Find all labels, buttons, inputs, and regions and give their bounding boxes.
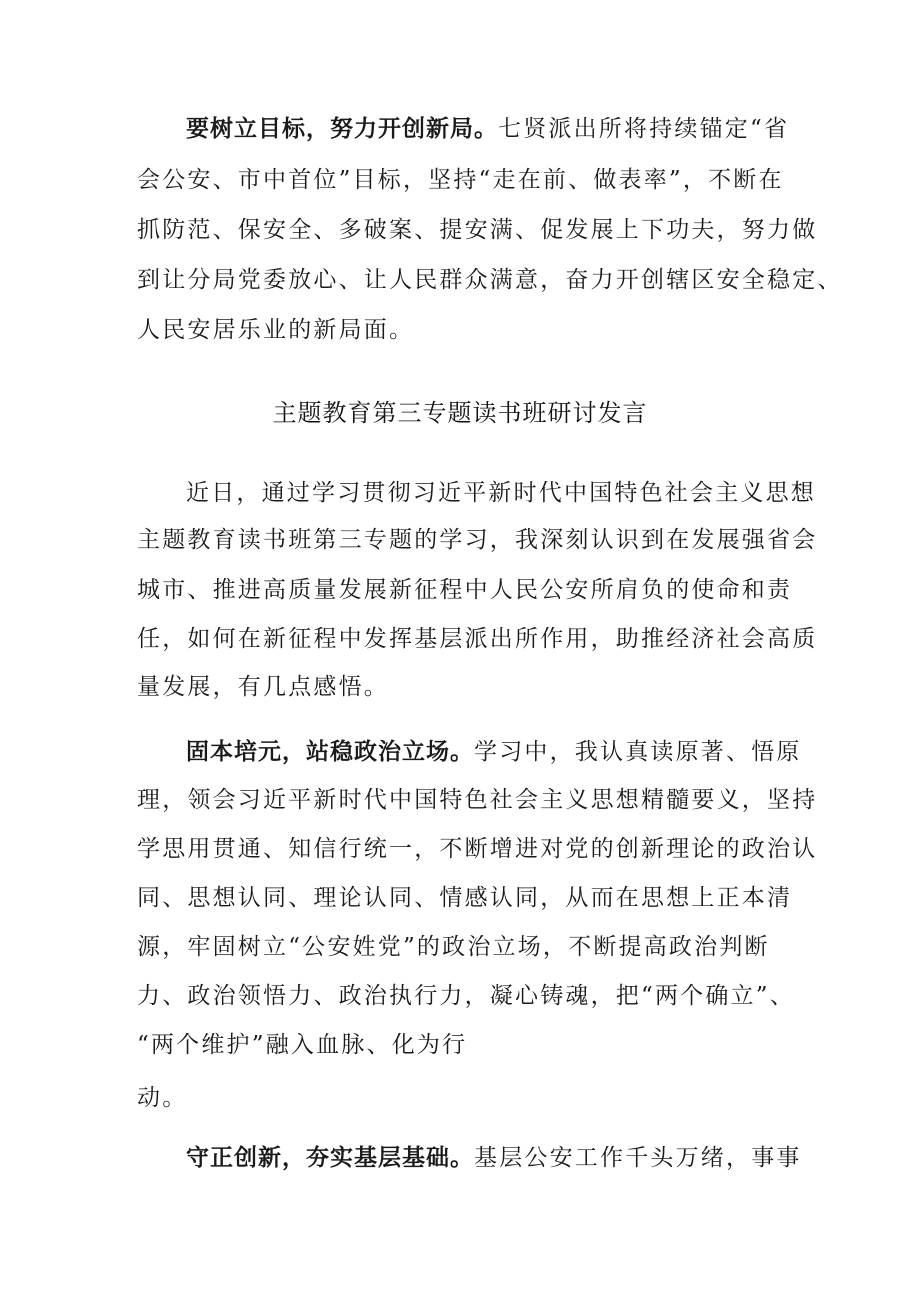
section1-first-line [186,114,789,144]
section2-line: 源，牢固树立“公安姓党”的政治立场，不断提高政治判断 [137,934,770,960]
intro-line: 任，如何在新征程中发挥基层派出所作用，助推经济社会高质 [137,626,818,652]
section3-lead: 守正创新，夯实基层基础。 [186,1145,474,1171]
intro-line: 主题教育读书班第三专题的学习，我深刻认识到在发展强省会 [137,527,818,553]
section1-line: 会公安、市中首位”目标，坚持“走在前、做表率”，不断在 [137,167,784,193]
section2-line: 力、政治领悟力、政治执行力，凝心铸魂，把“两个确立”、 [137,983,795,1009]
section1-line: 抓防范、保安全、多破案、提安满、促发展上下功夫，努力做 [137,217,818,243]
section2-line: 理，领会习近平新时代中国特色社会主义思想精髓要义，坚持 [137,787,818,813]
section1-line: 到让分局党委放心、让人民群众满意，奋力开创辖区安全稳定、 [137,267,843,293]
section2-line: 动。 [137,1085,188,1111]
section1-lead: 要树立目标，努力开创新局。 [186,116,498,142]
document-title: 主题教育第三专题读书班研讨发言 [272,399,648,427]
intro-line: 量发展，有几点感悟。 [137,674,389,700]
section1-line: 人民安居乐业的新局面。 [137,317,415,343]
intro-line: 城市、推进高质量发展新征程中人民公安所肩负的使命和责 [137,577,793,603]
section2-line: 学思用贯通、知信行统一，不断增进对党的创新理论的政治认 [137,836,818,862]
section2-first-line-text: 学习中，我认真读原著、悟原 [474,739,802,765]
section3-first-line [186,1143,802,1173]
section2-line: 同、思想认同、理论认同、情感认同，从而在思想上正本清 [137,885,793,911]
section2-lead: 固本培元，站稳政治立场。 [186,739,474,765]
section3-first-line-text: 基层公安工作千头万绪，事事 [474,1145,802,1171]
section2-line: “两个维护”融入血脉、化为行 [137,1032,468,1058]
intro-line: 近日，通过学习贯彻习近平新时代中国特色社会主义思想 [186,480,816,506]
section1-first-line-text: 七贤派出所将持续锚定“省 [498,116,790,142]
section2-first-line [186,737,802,767]
